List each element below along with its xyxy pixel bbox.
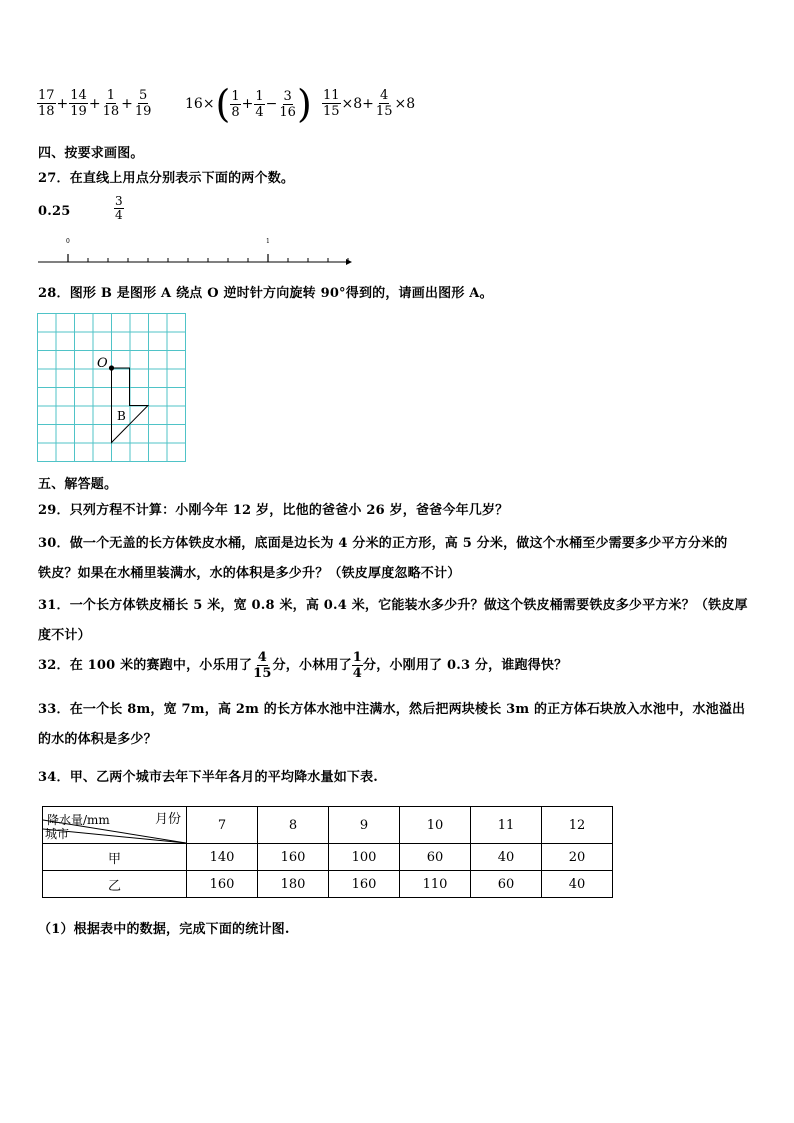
month-header: 7	[187, 807, 258, 844]
header-rainfall: 降水量/mm	[47, 813, 110, 827]
rotation-grid	[37, 313, 187, 463]
question-34-sub1: （1）根据表中的数据，完成下面的统计图.	[38, 922, 290, 937]
question-30-line2: 铁皮？如果在水桶里装满水，水的体积是多少升？（铁皮厚度忽略不计）	[38, 566, 461, 581]
fraction: $\frac{1}{18}$	[102, 88, 120, 119]
q27-number-fraction: $\frac{3}{4}$	[115, 194, 123, 222]
tick-label-1: 1	[266, 238, 270, 245]
question-31-line1: 31．一个长方体铁皮桶长 5 米，宽 0.8 米，高 0.4 米，它能装水多少升？做这个铁皮桶需要铁皮多少平方米？（铁皮厚	[38, 598, 748, 613]
calc-expression-1: $\frac{17}{18}$ + $\frac{14}{19}$ + $\frac{1}{18}$ + $\frac{5}{19}$	[38, 88, 152, 119]
question-30-line1: 30．做一个无盖的长方体铁皮水桶，底面是边长为 4 分米的正方形，高 5 分米，做这个水桶至少需要多少平方分米的	[38, 536, 728, 551]
value-cell: 20	[542, 844, 613, 871]
question-31-line2: 度不计）	[38, 628, 91, 643]
header-month: 月份	[154, 812, 181, 827]
month-header: 9	[329, 807, 400, 844]
question-27: 27．在直线上用点分别表示下面的两个数。	[38, 171, 295, 186]
fraction: $\frac{1}{4}$	[255, 88, 264, 120]
question-33-line2: 的水的体积是多少？	[38, 732, 157, 747]
value-cell: 100	[329, 844, 400, 871]
city-cell: 甲	[43, 844, 187, 871]
label-o: O	[97, 356, 108, 371]
section-heading-4: 四、按要求画图。	[38, 146, 144, 161]
calc-expression-2: 16×( $\frac{1}{8}$ + $\frac{1}{4}$ − $\frac{3}{16}$ )	[185, 82, 312, 126]
month-header: 12	[542, 807, 613, 844]
value-cell: 110	[400, 871, 471, 898]
fraction: $\frac{14}{19}$	[70, 88, 87, 119]
fraction: $\frac{4}{15}$	[375, 88, 393, 119]
table-row	[43, 871, 613, 898]
fraction: $\frac{1}{8}$	[231, 88, 240, 120]
question-34: 34．甲、乙两个城市去年下半年各月的平均降水量如下表.	[38, 770, 379, 785]
number-line	[36, 234, 356, 270]
value-cell: 160	[258, 844, 329, 871]
question-28: 28．图形 B 是图形 A 绕点 O 逆时针方向旋转 90°得到的，请画出图形 A。	[38, 286, 493, 301]
value-cell: 40	[542, 871, 613, 898]
month-header: 11	[471, 807, 542, 844]
value-cell: 180	[258, 871, 329, 898]
fraction: $\frac{3}{16}$	[279, 88, 296, 120]
table-header-row	[43, 807, 613, 844]
header-city: 城市	[45, 827, 70, 841]
month-header: 8	[258, 807, 329, 844]
table-diagonal-header	[43, 807, 187, 844]
section-heading-5: 五、解答题。	[38, 477, 118, 492]
label-b: B	[117, 409, 126, 423]
city-cell: 乙	[43, 871, 187, 898]
fraction: $\frac{17}{18}$	[38, 88, 55, 119]
tick-label-0: 0	[66, 238, 70, 245]
month-header: 10	[400, 807, 471, 844]
question-33-line1: 33．在一个长 8m，宽 7m，高 2m 的长方体水池中注满水，然后把两块棱长 3m 的正方体石块放入水池中，水池溢出	[38, 702, 746, 717]
arrow-right-icon	[346, 259, 352, 265]
rotation-point-o	[109, 365, 114, 370]
value-cell: 160	[329, 871, 400, 898]
fraction: $\frac{5}{19}$	[134, 88, 152, 119]
calc-expression-3: $\frac{11}{15}$ ×8+ $\frac{4}{15}$ ×8	[323, 88, 416, 119]
question-29: 29．只列方程不计算：小刚今年 12 岁，比他的爸爸小 26 岁，爸爸今年几岁？	[38, 503, 509, 518]
table-row	[43, 844, 613, 871]
value-cell: 60	[471, 871, 542, 898]
rainfall-table	[42, 806, 613, 898]
value-cell: 140	[187, 844, 258, 871]
question-32: 32．在 100 米的赛跑中，小乐用了 $\frac{4}{15}$ 分，小林用了 $\frac{1}{4}$ 分，小刚用了 0.3 分，谁跑得快？	[38, 650, 568, 681]
value-cell: 160	[187, 871, 258, 898]
fraction: $\frac{11}{15}$	[323, 88, 340, 119]
value-cell: 60	[400, 844, 471, 871]
q27-number-decimal: 0.25	[38, 204, 71, 219]
value-cell: 40	[471, 844, 542, 871]
